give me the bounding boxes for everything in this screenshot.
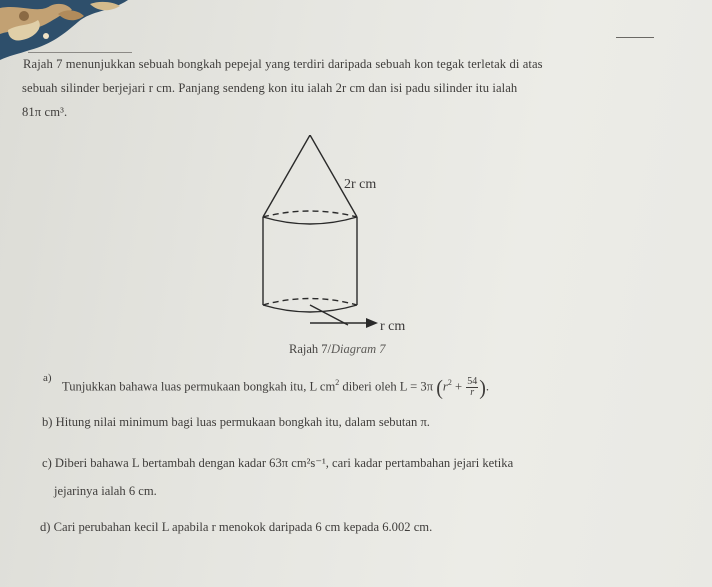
solid-diagram (240, 135, 470, 345)
cylinder-base-back (263, 299, 357, 306)
cone-base-back (263, 211, 357, 217)
fraction-numerator: 54 (467, 376, 478, 387)
radius-label: r cm (380, 319, 406, 334)
caption-english: Diagram 7 (331, 342, 386, 356)
caption-malay: Rajah 7/ (289, 342, 332, 356)
question-a-sup: 2 (335, 378, 340, 388)
question-a-r: r (442, 379, 448, 394)
header-mark (616, 37, 654, 38)
question-d: d) Cari perubahan kecil L apabila r menokok daripada 6 cm kepada 6.002 cm. (40, 520, 433, 534)
cone-right-edge (310, 135, 357, 217)
question-a: Tunjukkan bahawa luas permukaan bongkah itu, L $cm^2$ diberi oleh L = 3π ($r^2$ + $\frac{54}{r}$ ). (62, 375, 490, 400)
question-a-formula: diberi oleh L = 3π (339, 379, 434, 394)
cylinder-base-front (263, 305, 357, 312)
question-c: c) Diberi bahawa L bertambah dengan kadar 63π cm²s⁻¹, cari kadar pertambahan jejari ketika (42, 456, 514, 470)
question-b: b) Hitung nilai minimum bagi luas permukaan bongkah itu, dalam sebutan π. (42, 415, 430, 429)
fraction-denominator: r (470, 387, 475, 398)
question-a-fraction (466, 377, 478, 398)
slant-label: 2r cm (344, 177, 377, 192)
question-intro (22, 52, 662, 124)
question-a-text: Tunjukkan bahawa luas permukaan bongkah itu, L cm (62, 379, 336, 394)
diagram-caption (289, 342, 386, 357)
cone-left-edge (263, 135, 310, 217)
intro-line-1: Rajah 7 menunjukkan sebuah bongkah pepejal yang terdiri daripada sebuah kon tegak terletak di atas (23, 57, 543, 71)
intro-line-3: 81π cm³. (22, 105, 68, 119)
radius-arrow-head (366, 318, 378, 328)
question-c-continued: jejarinya ialah 6 cm. (54, 484, 157, 498)
intro-line-2: sebuah silinder berjejari r cm. Panjang sendeng kon itu ialah 2r cm dan isi padu silinder itu ialah (22, 81, 518, 95)
cone-base-front (263, 217, 357, 224)
question-a-label: a) (43, 372, 52, 384)
